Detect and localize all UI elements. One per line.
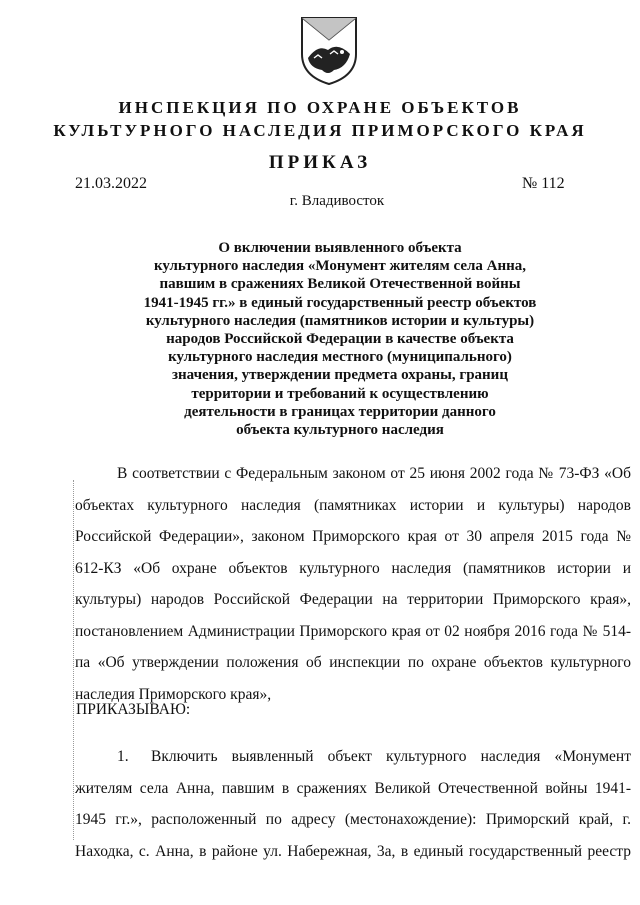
paragraph-line: Российской Федерации», законом Приморского края от 30 апреля 2015 года № bbox=[75, 528, 631, 545]
org-name-line2: КУЛЬТУРНОГО НАСЛЕДИЯ ПРИМОРСКОГО КРАЯ bbox=[53, 121, 587, 140]
item-number: 1. bbox=[117, 748, 129, 765]
subject-line: 1941-1945 гг.» в единый государственный реестр объектов bbox=[143, 294, 537, 311]
paragraph-line: 1945 гг.», расположенный по адресу (местонахождение): Приморский край, г. bbox=[75, 811, 631, 828]
subject-line: О включении выявленного объекта bbox=[218, 240, 462, 256]
subject-line: объекта культурного наследия bbox=[236, 422, 444, 439]
subject-line: территории и требований к осуществлению bbox=[191, 385, 489, 402]
subject-line: культурного наследия местного (муниципального) bbox=[168, 349, 512, 366]
paragraph-line: Находка, с. Анна, в районе ул. Набережная, 3а, в единый государственный реестр bbox=[75, 842, 631, 860]
subject-line: деятельности в границах территории данного bbox=[184, 403, 496, 420]
paragraph-line: па «Об утверждении положения об инспекции по охране объектов культурного bbox=[75, 654, 631, 671]
subject-line: значения, утверждении предмета охраны, границ bbox=[172, 367, 508, 384]
item-1-first-line-text: Включить выявленный объект культурного наследия «Монумент bbox=[151, 748, 631, 765]
paragraph-line bbox=[75, 741, 631, 773]
coat-of-arms-icon bbox=[298, 14, 360, 86]
subject-line: народов Российской Федерации в качестве объекта bbox=[166, 331, 514, 348]
paragraph-line: объектах культурного наследия (памятниках истории и культуры) народов bbox=[75, 496, 631, 514]
subject-line: павшим в сражениях Великой Отечественной войны bbox=[159, 276, 521, 293]
org-name-line1: ИНСПЕКЦИЯ ПО ОХРАНЕ ОБЪЕКТОВ bbox=[118, 98, 522, 117]
preamble-paragraph bbox=[75, 458, 631, 710]
paragraph-line: постановлением Администрации Приморского края от 02 ноября 2016 года № 514- bbox=[75, 622, 631, 640]
document-subject bbox=[110, 239, 570, 439]
paragraph-line: культуры) народов Российской Федерации на территории Приморского края», bbox=[75, 591, 631, 608]
document-number: № 112 bbox=[522, 175, 565, 192]
item-1-paragraph bbox=[75, 741, 631, 867]
paragraph-line: наследия Приморского края», bbox=[75, 685, 272, 703]
document-date: 21.03.2022 bbox=[75, 175, 147, 192]
subject-line: культурного наследия (памятников истории и культуры) bbox=[145, 312, 535, 329]
paragraph-line: В соответствии с Федеральным законом от 25 июня 2002 года № 73-ФЗ «Об bbox=[117, 465, 631, 482]
order-word: ПРИКАЗЫВАЮ: bbox=[76, 701, 191, 718]
subject-line: культурного наследия «Монумент жителям села Анна, bbox=[153, 258, 527, 275]
paragraph-line: 612-КЗ «Об охране объектов культурного наследия (памятников истории и bbox=[75, 559, 631, 577]
scan-margin-line bbox=[73, 480, 74, 840]
document-type: ПРИКАЗ bbox=[268, 152, 372, 173]
document-city: г. Владивосток bbox=[289, 193, 385, 209]
paragraph-line: жителям села Анна, павшим в сражениях Великой Отечественной войны 1941- bbox=[75, 779, 631, 797]
